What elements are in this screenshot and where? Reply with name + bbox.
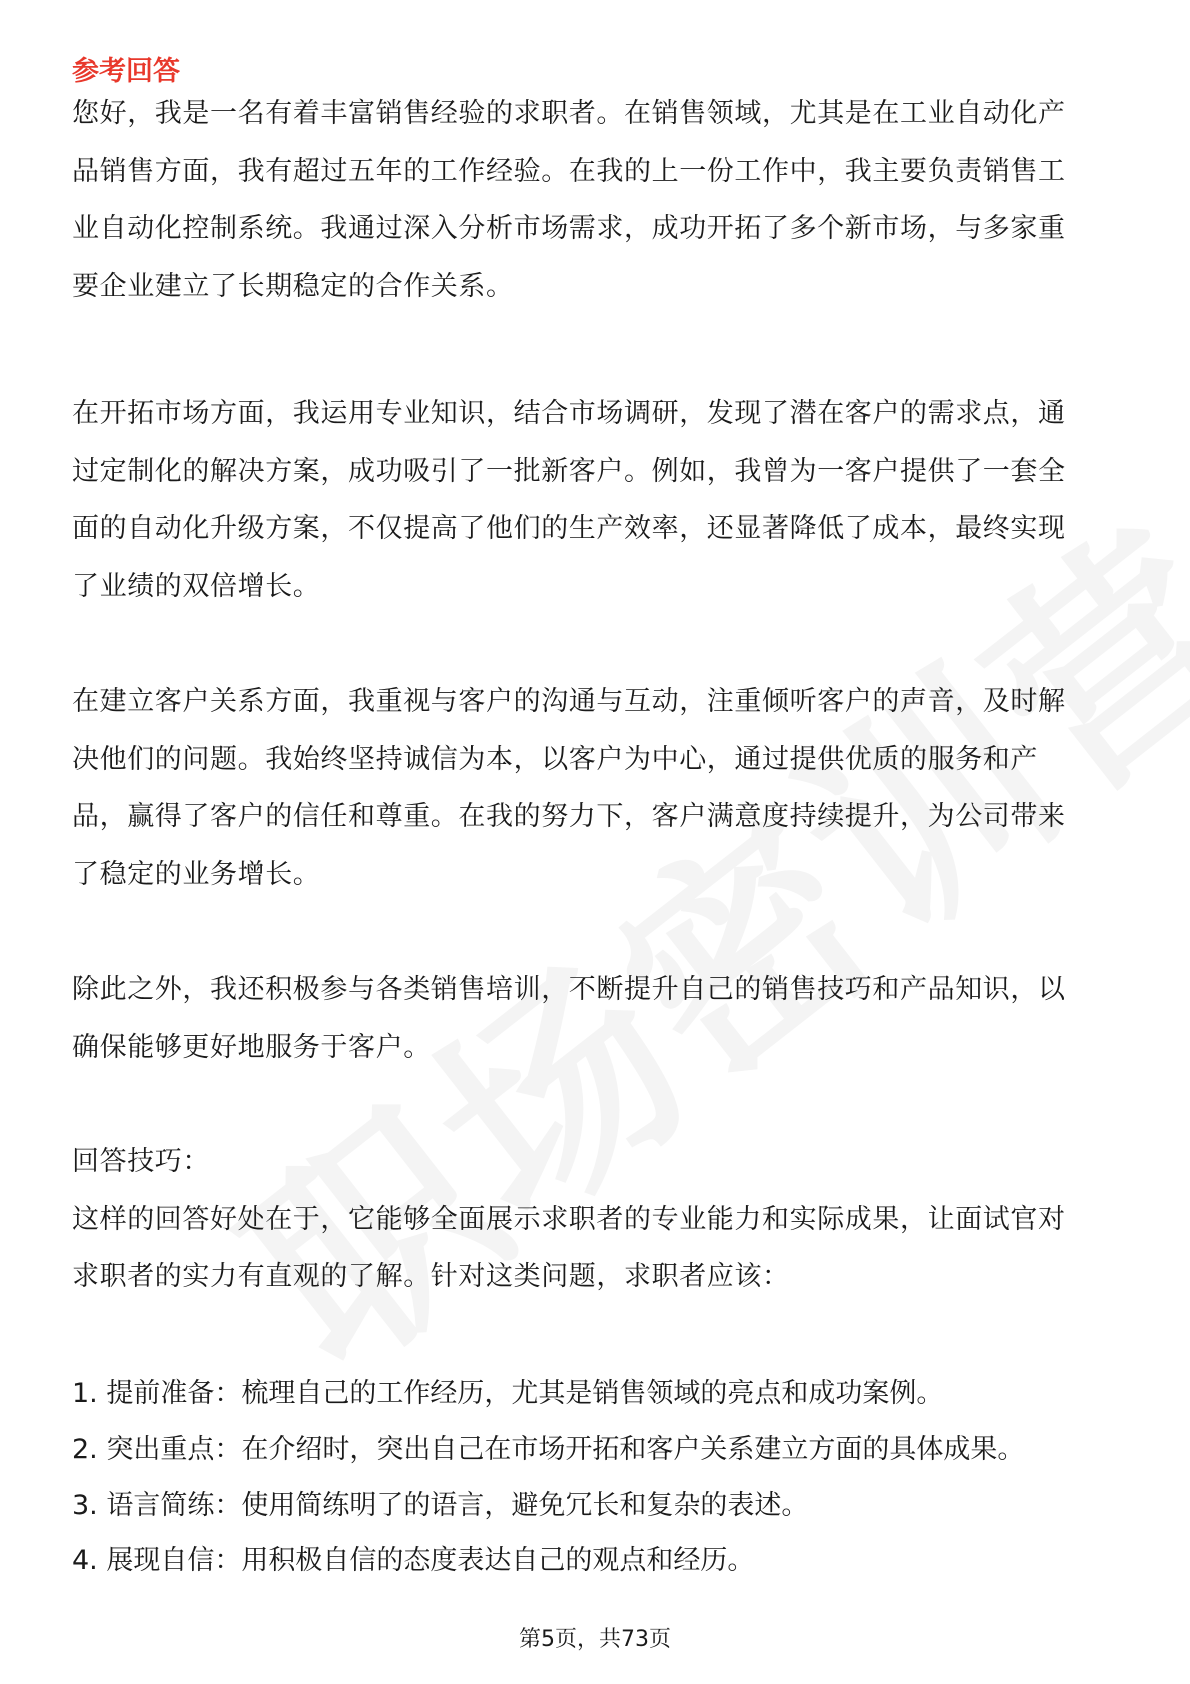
text-line: 您好，我是一名有着丰富销售经验的求职者。在销售领域，尤其是在工业自动化产 bbox=[72, 98, 1066, 129]
tip-item: 4. 展现自信：用积极自信的态度表达自己的观点和经历。 bbox=[72, 1545, 755, 1576]
text-line: 业自动化控制系统。我通过深入分析市场需求，成功开拓了多个新市场，与多家重 bbox=[72, 213, 1066, 244]
paragraph-relations bbox=[72, 673, 1118, 903]
text-line: 要企业建立了长期稳定的合作关系。 bbox=[72, 270, 514, 302]
paragraph-tips-intro bbox=[72, 1133, 1118, 1306]
tip-item: 3. 语言简练：使用简练明了的语言，避免冗长和复杂的表述。 bbox=[72, 1490, 809, 1521]
text-line: 这样的回答好处在于，它能够全面展示求职者的专业能力和实际成果，让面试官对 bbox=[72, 1203, 1066, 1235]
text-line: 在开拓市场方面，我运用专业知识，结合市场调研，发现了潜在客户的需求点，通 bbox=[72, 398, 1066, 429]
tip-item: 2. 突出重点：在介绍时，突出自己在市场开拓和客户关系建立方面的具体成果。 bbox=[72, 1434, 1025, 1465]
paragraph-market bbox=[72, 385, 1118, 615]
tips-heading: 回答技巧： bbox=[72, 1146, 210, 1177]
text-line: 过定制化的解决方案，成功吸引了一批新客户。例如，我曾为一客户提供了一套全 bbox=[72, 455, 1066, 487]
text-line: 在建立客户关系方面，我重视与客户的沟通与互动，注重倾听客户的声音，及时解 bbox=[72, 686, 1066, 717]
section-heading: 参考回答 bbox=[72, 56, 180, 87]
text-line: 求职者的实力有直观的了解。针对这类问题，求职者应该： bbox=[72, 1261, 790, 1292]
tip-item: 1. 提前准备：梳理自己的工作经历，尤其是销售领域的亮点和成功案例。 bbox=[72, 1378, 944, 1409]
text-line: 了稳定的业务增长。 bbox=[72, 858, 321, 890]
text-line: 除此之外，我还积极参与各类销售培训，不断提升自己的销售技巧和产品知识，以 bbox=[72, 974, 1066, 1005]
text-line: 品销售方面，我有超过五年的工作经验。在我的上一份工作中，我主要负责销售工 bbox=[72, 155, 1066, 187]
page-number: 第5页，共73页 bbox=[519, 1627, 671, 1652]
text-line: 了业绩的双倍增长。 bbox=[72, 570, 321, 602]
paragraph-training bbox=[72, 961, 1118, 1076]
text-line: 品，赢得了客户的信任和尊重。在我的努力下，客户满意度持续提升，为公司带来 bbox=[72, 801, 1066, 832]
text-line: 面的自动化升级方案，不仅提高了他们的生产效率，还显著降低了成本，最终实现 bbox=[72, 513, 1066, 544]
text-line: 确保能够更好地服务于客户。 bbox=[72, 1031, 431, 1063]
text-line: 决他们的问题。我始终坚持诚信为本，以客户为中心，通过提供优质的服务和产 bbox=[72, 743, 1038, 775]
paragraph-intro bbox=[72, 85, 1118, 315]
